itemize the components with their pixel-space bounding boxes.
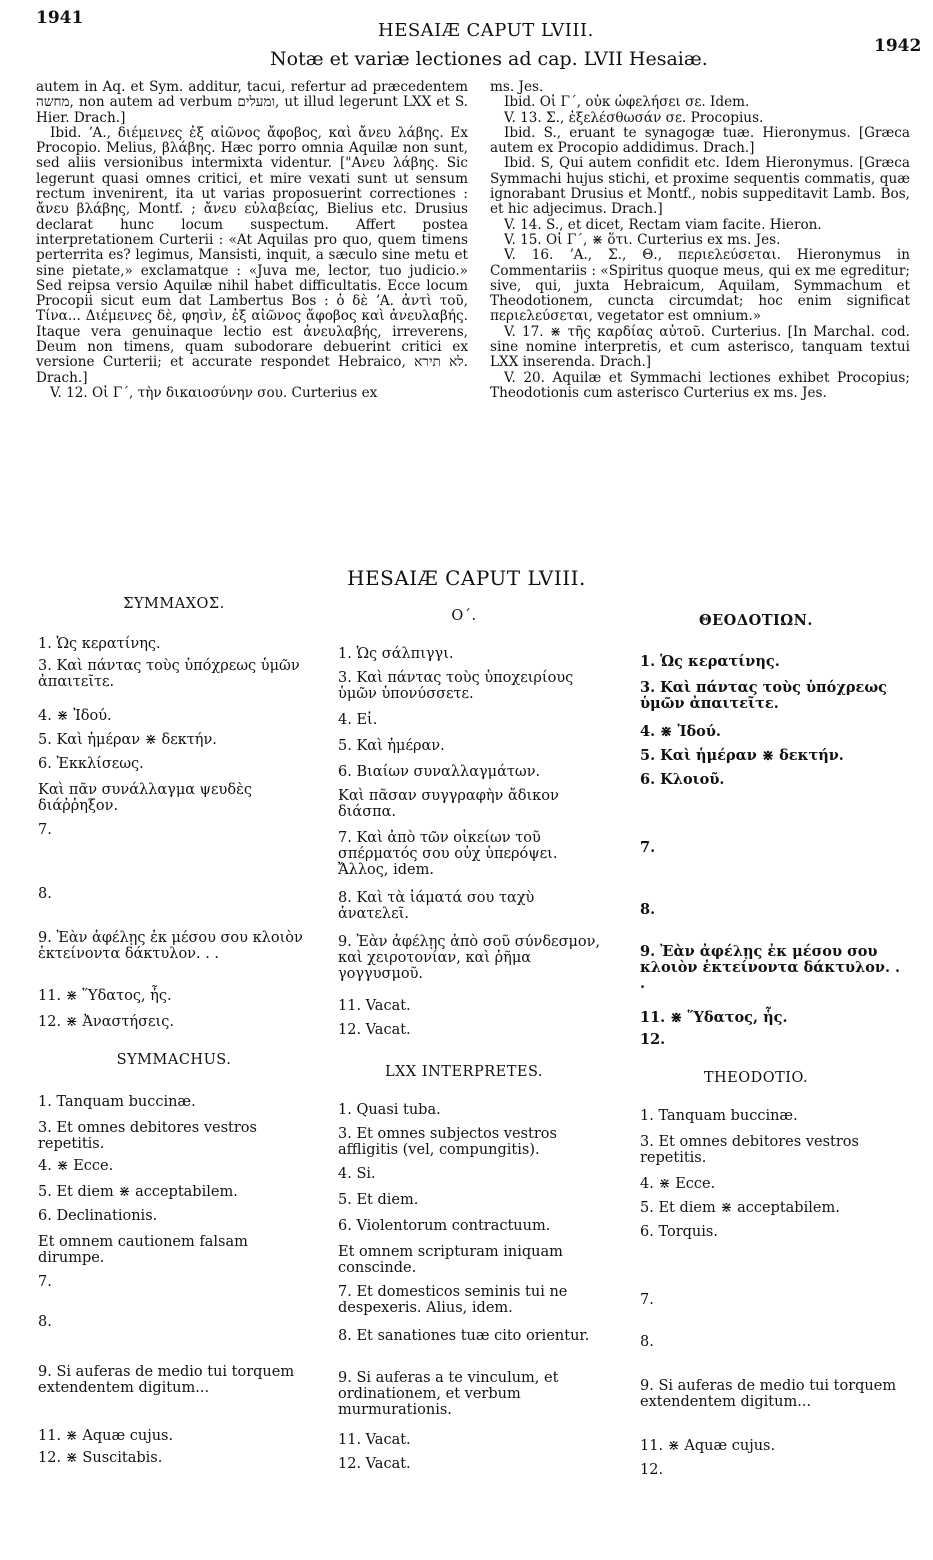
verse-entry: 3. Et omnes subjectos vestros affligitis (vel, compungitis). [338, 1126, 557, 1158]
verse-entry: 3. Et omnes debitores vestros repetitis. [640, 1134, 859, 1166]
verse-entry: 5. Et diem. [338, 1192, 419, 1208]
verse-entry: 1. Ὡς κερατίνης. [640, 653, 780, 670]
note-paragraph: V. 17. ⋇ τῆς καρδίας αὐτοῦ. Curterius. [In Marchal. cod. sine nomine interpretis, et cum asterisco, tanquam textui LXX inserenda. Drach.] [490, 323, 910, 371]
note-paragraph: autem in Aq. et Sym. additur, tacui, refertur ad præcedentem מחשה, non autem ad verbum ומעלים, ut illud legerunt LXX et S. Hier. Drach.] [36, 79, 468, 126]
verse-entry: 7. [640, 839, 656, 856]
verse-entry: 8. [38, 886, 52, 902]
verse-entry: 1. Quasi tuba. [338, 1102, 441, 1118]
greek-theodotion-column [624, 654, 906, 1054]
page-number-left: 1941 [36, 8, 84, 28]
verse-entry: 5. Καὶ ἡμέραν ⋇ δεκτήν. [38, 732, 217, 748]
greek-symmachus-column [22, 636, 312, 1036]
notes-left-column [36, 80, 468, 401]
verse-entry: 5. Et diem ⋇ acceptabilem. [38, 1184, 238, 1200]
latin-theodotion-column [624, 1108, 906, 1508]
notes-title: Notæ et variæ lectiones ad cap. LVII Hesaiæ. [270, 48, 708, 70]
verse-entry: 12. Vacat. [338, 1456, 411, 1472]
verse-entry: 1. Tanquam buccinæ. [38, 1094, 196, 1110]
verse-entry: 12. Vacat. [338, 1022, 411, 1038]
verse-entry: 6. Violentorum contractuum. [338, 1218, 551, 1234]
verse-entry: 11. ⋇ Ὕδατος, ἧς. [640, 1009, 788, 1026]
verse-entry: 4. Si. [338, 1166, 376, 1182]
verse-entry: 8. Et sanationes tuæ cito orientur. [338, 1328, 590, 1344]
verse-entry: 4. ⋇ Ἰδού. [38, 708, 112, 724]
latin-theodotion-heading: THEODOTIO. [703, 1070, 809, 1086]
latin-lxx-heading: LXX INTERPRETES. [384, 1064, 543, 1080]
greek-lxx-column [322, 646, 604, 1046]
verse-entry: 1. Ὡς κερατίνης. [38, 636, 161, 652]
note-paragraph: Ibid. S, Qui autem confidit etc. Idem Hieronymus. [Græca Symmachi hujus stichi, et proxime sequentis commatis, quæ ignorabant Drusius et Montf., nobis suppeditavit Lamb. Bos, et hic adjecimus. Drach.] [490, 155, 910, 218]
main-title: HESAIÆ CAPUT LVIII. [347, 566, 586, 590]
verse-entry: 8. [38, 1314, 52, 1330]
verse-entry: 9. Ἐὰν ἀφέλῃς ἐκ μέσου σου κλοιὸν ἐκτείνοντα δάκτυλον. . . [38, 930, 303, 962]
verse-entry: Et omnem cautionem falsam dirumpe. [38, 1234, 248, 1266]
verse-entry: 11. ⋇ Aquæ cujus. [38, 1428, 174, 1444]
verse-entry: 8. Καὶ τὰ ἰάματά σου ταχὺ ἀνατελεῖ. [338, 890, 535, 922]
verse-entry: 5. Καὶ ἡμέραν ⋇ δεκτήν. [640, 747, 844, 764]
note-paragraph: Ibid. Οἱ Γ΄, οὐκ ὠφελήσει σε. Idem. [504, 94, 750, 111]
greek-lxx-heading: Ο΄. [451, 608, 477, 624]
verse-entry: 11. ⋇ Ὕδατος, ἧς. [38, 988, 172, 1004]
verse-entry: 4. ⋇ Ἰδού. [640, 723, 721, 740]
verse-entry: 3. Καὶ πάντας τοὺς ὑποχειρίους ὑμῶν ὑπονύσσετε. [338, 670, 574, 702]
verse-entry: 6. Κλοιοῦ. [640, 771, 725, 788]
note-paragraph: Ibid. S., eruant te synagogæ tuæ. Hieronymus. [Græca autem ex Procopio addidimus. Drach.] [490, 124, 910, 157]
verse-entry: 12. [640, 1031, 666, 1048]
verse-entry: 9. Ἐὰν ἀφέλῃς ἀπὸ σοῦ σύνδεσμον, καὶ χειροτονίαν, καὶ ῥῆμα γογγυσμοῦ. [338, 934, 601, 982]
verse-entry: 6. Βιαίων συναλλαγμάτων. [338, 764, 541, 780]
greek-symmachus-heading: ΣΥΜΜΑΧΟΣ. [123, 596, 225, 612]
verse-entry: 4. Εἰ. [338, 712, 378, 728]
latin-lxx-column [322, 1102, 604, 1502]
verse-entry: 8. [640, 1334, 654, 1350]
verse-entry: Καὶ πᾶσαν συγγραφὴν ἄδικον διάσπα. [338, 788, 559, 820]
greek-theodotion-heading: ΘΕΟΔΟΤΙΩΝ. [699, 612, 813, 629]
verse-entry: 7. Καὶ ἀπὸ τῶν οἰκείων τοῦ σπέρματός σου οὐχ ὑπερόψει. Ἄλλος, idem. [338, 830, 558, 878]
verse-entry: 8. [640, 901, 656, 918]
verse-entry: 6. Torquis. [640, 1224, 718, 1240]
verse-entry: 1. Tanquam buccinæ. [640, 1108, 798, 1124]
verse-entry: 9. Si auferas de medio tui torquem extendentem digitum... [640, 1378, 897, 1410]
verse-entry: 1. Ὡς σάλπιγγι. [338, 646, 454, 662]
note-paragraph: V. 15. Οἱ Γ΄, ⋇ ὅτι. Curterius ex ms. Jes. [504, 231, 781, 248]
note-paragraph: V. 12. Οἱ Γ΄, τὴν δικαιοσύνην σου. Curterius ex [50, 384, 378, 401]
verse-entry: 3. Καὶ πάντας τοὺς ὑπόχρεως ὑμῶν ἀπαιτεῖτε. [38, 658, 300, 690]
verse-entry: 11. Vacat. [338, 1432, 411, 1448]
note-paragraph: V. 16. ʼΑ., Σ., Θ., περιελεύσεται. Hieronymus in Commentariis : «Spiritus quoque meus, qui ex me egreditur; sive, qui, juxta Hebraicum, Aquilam, Symmachum et Theodotionem, cuncta circumdat; hoc enim significat περιελεύσεται, vegetator est omnium.» [490, 247, 910, 325]
note-paragraph: V. 20. Aquilæ et Symmachi lectiones exhibet Procopius; Theodotionis cum asterisco Curterius ex ms. Jes. [490, 369, 910, 401]
verse-entry: Καὶ πᾶν συνάλλαγμα ψευδὲς διάῤῥηξον. [38, 782, 252, 814]
verse-entry: 7. Et domesticos seminis tui ne despexeris. Alius, idem. [338, 1284, 568, 1316]
verse-entry: 9. Si auferas a te vinculum, et ordinationem, et verbum murmurationis. [338, 1370, 559, 1418]
notes-right-column [490, 80, 910, 401]
verse-entry: 5. Et diem ⋇ acceptabilem. [640, 1200, 840, 1216]
note-paragraph: Ibid. ʼΑ., διέμεινες ἐξ αἰῶνος ἄφοβος, καὶ ἄνευ λάβης. Ex Procopio. Melius, βλάβης. Hæc porro omnia Aquilæ non sunt, sed aliis versionibus intermixta videntur. ["Ανευ λάβης. Sic legerunt quasi omnes critici, et mire vexati sunt ut sensum rectum invenirent, ita ut varias proposuerint correctiones : ἄνευ βλάβης, Montf. ; ἄνευ εὐλαβείας, Bielius etc. Drusius declarat hunc locum suspectum. Affert postea interpretationem Curterii : «At Aquilas pro quo, quem timens perterrita es? legimus, Mansisti, inquit, a sæculo sine metu et sine pietate,» exclamatque : «Juva me, lector, tuo judicio.» Sed reipsa versio Aquilæ nihil habet difficultatis. Ecce locum Procopii sicut eum dat Lambertus Bos : ὁ δὲ ʼΑ. ἀντὶ τοῦ, Τίνα... Διέμεινες δὲ, φησὶν, ἐξ αἰῶνος ἄφοβος καὶ ἀνευλαβής. Itaque vera genuinaque lectio est ἀνευλαβής, irreverens, Deum non timens, quam subodorare debuerint critici ex versione Curterii; et accurate respondet Hebraico, לא תירא. Drach.] [36, 124, 468, 386]
verse-entry: 7. [640, 1292, 654, 1308]
verse-entry: 4. ⋇ Ecce. [640, 1176, 716, 1192]
verse-entry: 3. Et omnes debitores vestros repetitis. [38, 1120, 257, 1152]
verse-entry: 3. Καὶ πάντας τοὺς ὑπόχρεως ὑμῶν ἀπαιτεῖτε. [640, 679, 887, 712]
verse-entry: 12. ⋇ Suscitabis. [38, 1450, 163, 1466]
verse-entry: 6. Declinationis. [38, 1208, 158, 1224]
verse-entry: 12. [640, 1462, 664, 1478]
latin-symmachus-column [22, 1094, 312, 1494]
verse-entry: 12. ⋇ Ἀναστήσεις. [38, 1014, 174, 1030]
page-number-right: 1942 [874, 36, 922, 56]
verse-entry: 7. [38, 1274, 52, 1290]
verse-entry: 5. Καὶ ἡμέραν. [338, 738, 445, 754]
verse-entry: Et omnem scripturam iniquam conscinde. [338, 1244, 563, 1276]
verse-entry: 6. Ἐκκλίσεως. [38, 756, 144, 772]
note-paragraph: V. 14. S., et dicet, Rectam viam facite. Hieron. [504, 216, 822, 233]
verse-entry: 4. ⋇ Ecce. [38, 1158, 114, 1174]
running-title: HESAIÆ CAPUT LVIII. [378, 20, 594, 41]
note-paragraph: ms. Jes. [490, 79, 544, 95]
verse-entry: 11. ⋇ Aquæ cujus. [640, 1438, 776, 1454]
note-paragraph: V. 13. Σ., ἐξελέσθωσάν σε. Procopius. [504, 109, 764, 126]
verse-entry: 7. [38, 822, 52, 838]
verse-entry: 9. Ἐὰν ἀφέλῃς ἐκ μέσου σου κλοιὸν ἐκτείνοντα δάκτυλον. . . [640, 943, 901, 992]
verse-entry: 9. Si auferas de medio tui torquem extendentem digitum... [38, 1364, 295, 1396]
verse-entry: 11. Vacat. [338, 998, 411, 1014]
latin-symmachus-heading: SYMMACHUS. [116, 1052, 232, 1068]
